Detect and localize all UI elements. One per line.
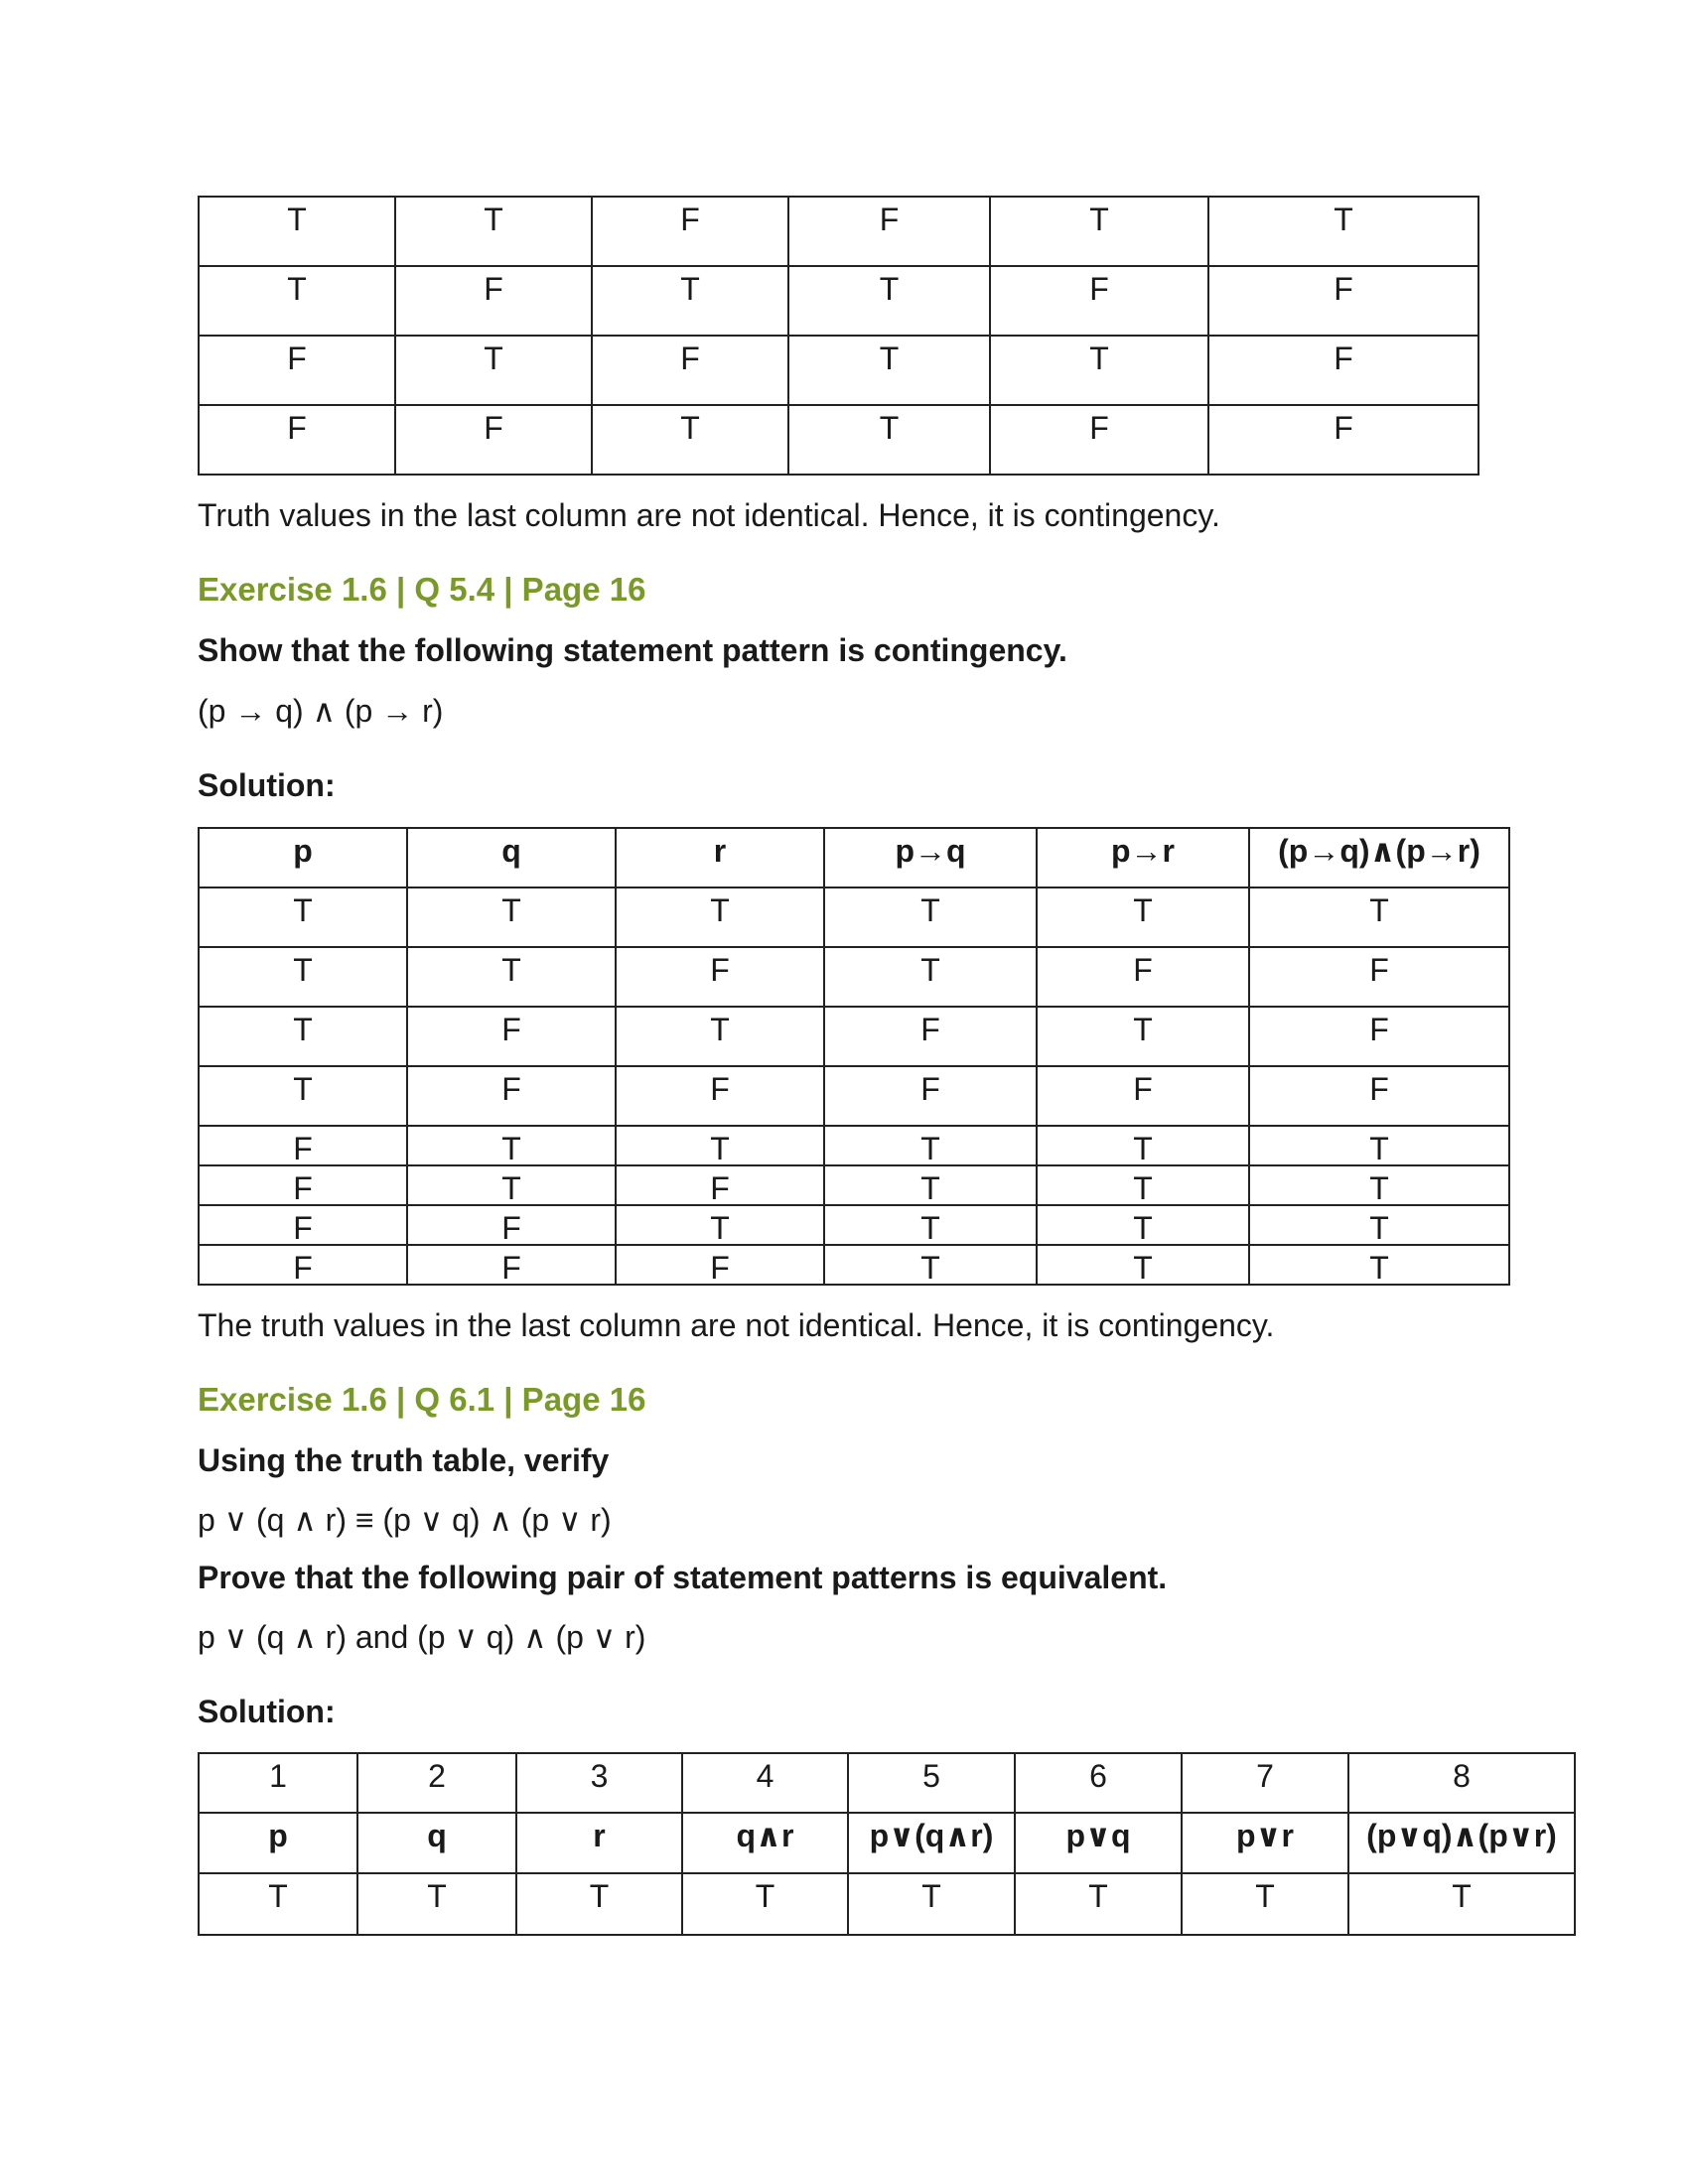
table-row xyxy=(199,1205,1509,1245)
table-cell: T xyxy=(1249,887,1509,947)
table-row xyxy=(199,1873,1575,1935)
table-cell: 7 xyxy=(1182,1753,1348,1813)
table-cell: F xyxy=(824,1007,1037,1066)
table-cell: T xyxy=(848,1873,1015,1935)
question-text: Show that the following statement pattern is contingency. xyxy=(198,632,1067,668)
table-cell: F xyxy=(824,1066,1037,1126)
table-cell: (p→q)∧(p→r) xyxy=(1249,828,1509,887)
question-text: Prove that the following pair of statement patterns is equivalent. xyxy=(198,1560,1168,1595)
table-row xyxy=(199,1165,1509,1205)
expression-text: p ∨ (q ∧ r) ≡ (p ∨ q) ∧ (p ∨ r) xyxy=(198,1502,612,1538)
table-cell: T xyxy=(990,336,1208,405)
table-cell: T xyxy=(1208,197,1478,266)
table-cell: T xyxy=(199,266,395,336)
table-cell: F xyxy=(199,1126,407,1165)
table-cell: F xyxy=(1208,336,1478,405)
table-cell: T xyxy=(1015,1873,1182,1935)
table-cell: 8 xyxy=(1348,1753,1575,1813)
table-cell: F xyxy=(407,1245,616,1285)
table-cell: F xyxy=(407,1007,616,1066)
table-cell: T xyxy=(824,1205,1037,1245)
table-cell: T xyxy=(199,1007,407,1066)
table-cell: F xyxy=(199,405,395,475)
table-cell: T xyxy=(1249,1245,1509,1285)
table-cell: T xyxy=(616,1007,824,1066)
table-row xyxy=(199,266,1478,336)
table-cell: p xyxy=(199,828,407,887)
table-cell: F xyxy=(199,1205,407,1245)
table-cell: 5 xyxy=(848,1753,1015,1813)
table-cell: p∨q xyxy=(1015,1813,1182,1873)
table-row xyxy=(199,1007,1509,1066)
table-row xyxy=(199,1126,1509,1165)
table-header-row xyxy=(199,1813,1575,1873)
table-cell: T xyxy=(199,1873,357,1935)
table-cell: T xyxy=(516,1873,682,1935)
solution-label: Solution: xyxy=(198,1694,336,1729)
table-cell: T xyxy=(788,336,990,405)
table-cell: F xyxy=(990,405,1208,475)
table-row xyxy=(199,887,1509,947)
table-cell: T xyxy=(1249,1126,1509,1165)
table-cell: F xyxy=(1037,947,1249,1007)
table-cell: F xyxy=(592,336,788,405)
exercise-heading: Exercise 1.6 | Q 6.1 | Page 16 xyxy=(198,1381,646,1418)
table-cell: T xyxy=(407,1165,616,1205)
table-cell: F xyxy=(199,1165,407,1205)
table-cell: T xyxy=(824,1126,1037,1165)
table-cell: T xyxy=(1037,1165,1249,1205)
table-cell: F xyxy=(1249,947,1509,1007)
table-cell: F xyxy=(1037,1066,1249,1126)
table-cell: q∧r xyxy=(682,1813,848,1873)
table-cell: T xyxy=(788,405,990,475)
table-cell: T xyxy=(199,197,395,266)
table-number-row xyxy=(199,1753,1575,1813)
table-cell: (p∨q)∧(p∨r) xyxy=(1348,1813,1575,1873)
table-cell: T xyxy=(395,336,592,405)
table-cell: T xyxy=(824,947,1037,1007)
table-cell: F xyxy=(990,266,1208,336)
table-cell: T xyxy=(616,887,824,947)
table-cell: T xyxy=(1249,1165,1509,1205)
table-row xyxy=(199,1066,1509,1126)
table-cell: T xyxy=(407,887,616,947)
table-cell: F xyxy=(616,947,824,1007)
table-cell: F xyxy=(395,405,592,475)
table-cell: q xyxy=(357,1813,516,1873)
table-cell: T xyxy=(682,1873,848,1935)
conclusion-text: Truth values in the last column are not identical. Hence, it is contingency. xyxy=(198,497,1220,533)
table-cell: r xyxy=(516,1813,682,1873)
table-cell: T xyxy=(1037,1205,1249,1245)
table-cell: q xyxy=(407,828,616,887)
table-cell: T xyxy=(199,1066,407,1126)
table-cell: F xyxy=(616,1245,824,1285)
table-cell: T xyxy=(407,947,616,1007)
table-cell: T xyxy=(199,887,407,947)
table-cell: T xyxy=(1249,1205,1509,1245)
solution-label: Solution: xyxy=(198,767,336,803)
table-cell: p xyxy=(199,1813,357,1873)
question-text: Using the truth table, verify xyxy=(198,1442,610,1478)
truth-table-continued xyxy=(198,196,1479,476)
table-row xyxy=(199,336,1478,405)
expression-text: p ∨ (q ∧ r) and (p ∨ q) ∧ (p ∨ r) xyxy=(198,1619,646,1655)
table-cell: T xyxy=(824,1165,1037,1205)
table-cell: F xyxy=(395,266,592,336)
table-cell: T xyxy=(1037,1245,1249,1285)
table-cell: F xyxy=(1249,1007,1509,1066)
table-cell: T xyxy=(990,197,1208,266)
table-cell: T xyxy=(407,1126,616,1165)
table-cell: r xyxy=(616,828,824,887)
table-cell: T xyxy=(199,947,407,1007)
table-cell: T xyxy=(1037,887,1249,947)
table-row xyxy=(199,405,1478,475)
conclusion-text: The truth values in the last column are not identical. Hence, it is contingency. xyxy=(198,1307,1275,1343)
table-cell: T xyxy=(592,266,788,336)
table-cell: p∨r xyxy=(1182,1813,1348,1873)
table-cell: 1 xyxy=(199,1753,357,1813)
table-cell: F xyxy=(788,197,990,266)
table-cell: 2 xyxy=(357,1753,516,1813)
table-cell: T xyxy=(395,197,592,266)
table-cell: F xyxy=(199,336,395,405)
table-cell: T xyxy=(616,1205,824,1245)
table-header-row xyxy=(199,828,1509,887)
table-row xyxy=(199,947,1509,1007)
table-cell: F xyxy=(407,1066,616,1126)
table-cell: F xyxy=(407,1205,616,1245)
table-cell: T xyxy=(616,1126,824,1165)
table-row xyxy=(199,1245,1509,1285)
table-cell: F xyxy=(1249,1066,1509,1126)
table-cell: T xyxy=(788,266,990,336)
table-cell: 4 xyxy=(682,1753,848,1813)
expression-text: (p → q) ∧ (p → r) xyxy=(198,693,444,729)
table-cell: F xyxy=(616,1165,824,1205)
table-cell: T xyxy=(357,1873,516,1935)
table-cell: T xyxy=(824,887,1037,947)
truth-table-contingency xyxy=(198,827,1510,1286)
table-cell: F xyxy=(1208,405,1478,475)
table-cell: F xyxy=(199,1245,407,1285)
table-cell: 3 xyxy=(516,1753,682,1813)
table-cell: 6 xyxy=(1015,1753,1182,1813)
table-cell: T xyxy=(1037,1126,1249,1165)
table-cell: T xyxy=(1037,1007,1249,1066)
table-cell: T xyxy=(1182,1873,1348,1935)
table-cell: F xyxy=(1208,266,1478,336)
table-cell: p∨(q∧r) xyxy=(848,1813,1015,1873)
exercise-heading: Exercise 1.6 | Q 5.4 | Page 16 xyxy=(198,571,646,608)
table-cell: F xyxy=(592,197,788,266)
table-cell: T xyxy=(824,1245,1037,1285)
table-cell: T xyxy=(592,405,788,475)
table-cell: p→r xyxy=(1037,828,1249,887)
table-cell: T xyxy=(1348,1873,1575,1935)
table-cell: F xyxy=(616,1066,824,1126)
table-cell: p→q xyxy=(824,828,1037,887)
table-row xyxy=(199,197,1478,266)
truth-table-equivalence xyxy=(198,1752,1576,1936)
